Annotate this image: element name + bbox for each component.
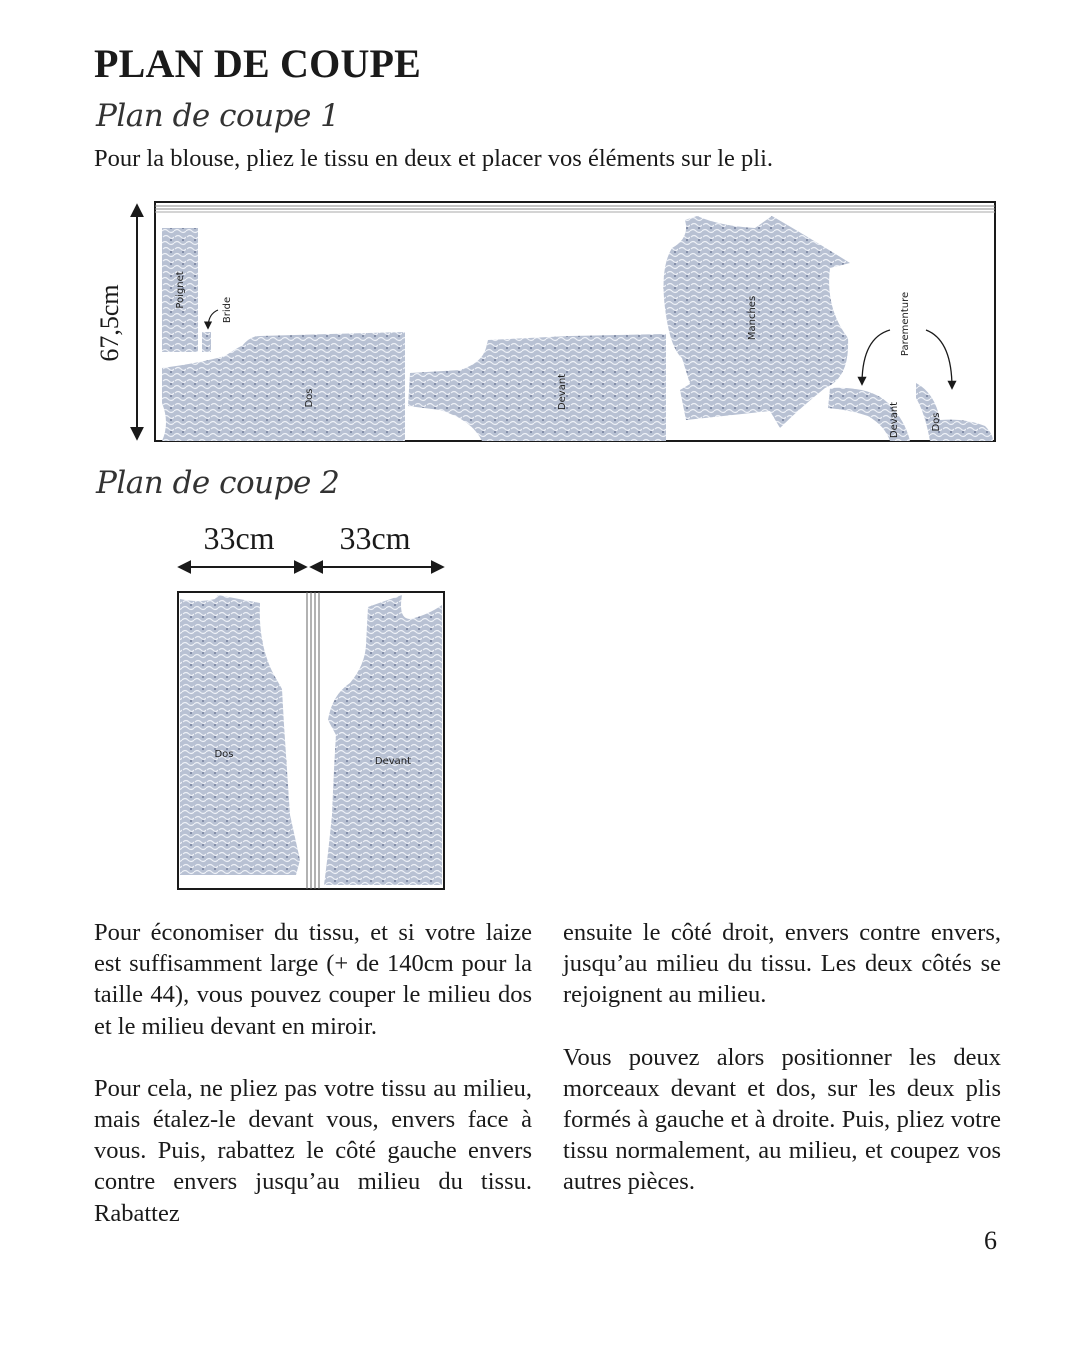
parementure-arrow-left	[862, 330, 890, 384]
body-column-right	[563, 917, 1001, 1229]
paragraph: Vous pouvez alors positionner les deux morceaux devant et dos, sur les deux plis formés à gauche et à droite. Puis, pliez votre tissu normalement, au milieu, et coupez vos autres pièces.	[563, 1043, 1001, 1196]
label-bride: Bride	[222, 296, 233, 324]
label-poignet: Poignet	[175, 271, 186, 309]
label-dos-small: Dos	[931, 412, 942, 432]
label-dos-2: Dos	[214, 749, 234, 760]
cutting-plan-1-diagram	[90, 198, 1000, 446]
label-parementure: Parementure	[900, 291, 911, 357]
label-devant-small: Devant	[889, 401, 900, 439]
label-manches: Manches	[747, 295, 758, 341]
cutting-plan-2-diagram	[170, 515, 450, 895]
label-dos: Dos	[304, 388, 315, 408]
piece-dos-small	[916, 383, 993, 441]
plan1-intro: Pour la blouse, pliez le tissu en deux et placer vos éléments sur le pli.	[94, 145, 774, 172]
piece-dos-2	[180, 595, 300, 875]
paragraph: ensuite le côté droit, envers contre envers, jusqu’au milieu du tissu. Les deux côtés se rejoignent au milieu.	[563, 919, 1001, 1009]
piece-devant-2	[324, 595, 442, 885]
width-label-left: 33cm	[203, 520, 275, 556]
body-column-left	[94, 917, 532, 1260]
piece-devant	[408, 334, 666, 441]
paragraph: Pour cela, ne pliez pas votre tissu au milieu, mais étalez-le devant vous, envers face à vous. Puis, rabattez le côté gauche envers contre envers jusqu’au milieu du tissu. Rabattez	[94, 1074, 532, 1227]
parementure-arrow-right	[926, 330, 952, 388]
plan2-subtitle: Plan de coupe 2	[96, 465, 340, 501]
page-number: 6	[984, 1226, 997, 1255]
page-title: PLAN DE COUPE	[94, 41, 422, 86]
plan1-subtitle: Plan de coupe 1	[96, 98, 340, 134]
height-label: 67,5cm	[95, 284, 124, 362]
piece-dos	[162, 332, 405, 441]
piece-bride	[202, 332, 211, 352]
label-devant: Devant	[557, 373, 568, 411]
width-label-right: 33cm	[339, 520, 411, 556]
paragraph: Pour économiser du tissu, et si votre laize est suffisamment large (+ de 140cm pour la taille 44), vous pouvez couper le milieu dos et le milieu devant en miroir.	[94, 919, 532, 1040]
label-devant-2: Devant	[374, 756, 412, 767]
